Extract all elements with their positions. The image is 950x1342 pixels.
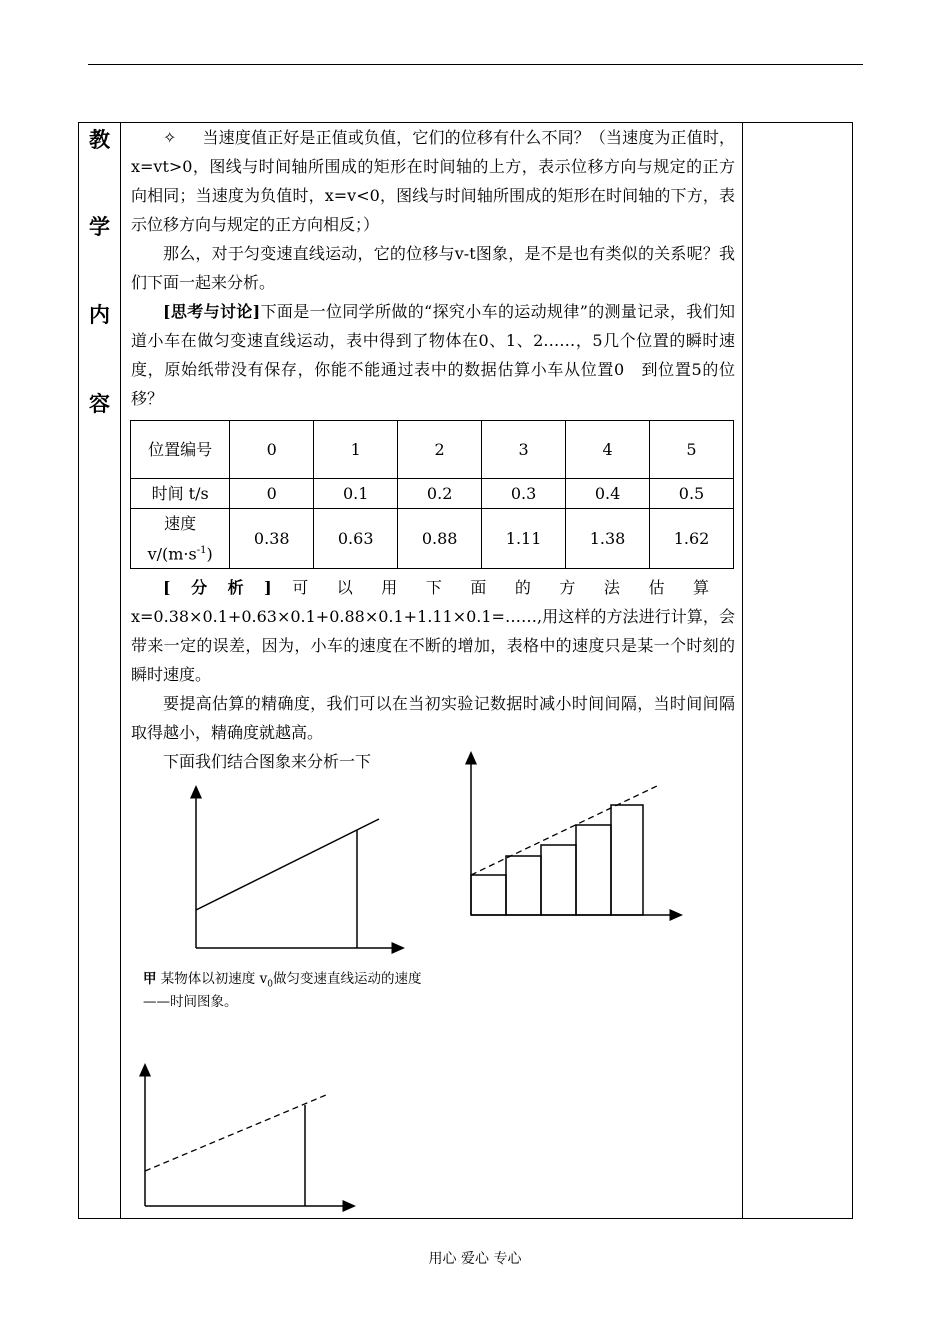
text-block-top	[131, 123, 735, 413]
table-cell: 0.3	[482, 479, 566, 509]
velocity-dashed-line	[471, 785, 659, 875]
paragraph-discussion: [思考与讨论]下面是一位同学所做的“探究小车的运动规律”的测量记录，我们知道小车在做匀变速直线运动，表中得到了物体在0、1、2……，5几个位置的瞬时速度，原始纸带没有保存，你能不能通过表中的数据估算小车从位置0 到位置5的位移？	[131, 302, 735, 408]
table-cell: 2	[398, 421, 482, 479]
header-rule	[88, 64, 863, 65]
diamond-icon: ✧	[163, 128, 177, 147]
page-footer: 用心 爱心 专心	[428, 1251, 522, 1267]
discussion-label: [思考与讨论]	[163, 302, 261, 321]
figure-caption: 甲 某物体以初速度 $v_0$做匀变速直线运动的速度——时间图象。	[143, 971, 422, 1010]
velocity-line	[196, 819, 379, 910]
table-row	[131, 509, 734, 569]
table-cell: 0	[230, 479, 314, 509]
side-label-char: 学	[89, 215, 110, 239]
paragraph-analysis: x=0.38×0.1+0.63×0.1+0.88×0.1+1.11×0.1=……,用这样的方法进行计算，会带来一定的误差，因为，小车的速度在不断的增加，表格中的速度只是某一个时刻的瞬时速度。	[131, 607, 735, 684]
table-cell: 0.5	[650, 479, 734, 509]
side-label-char: 内	[89, 303, 110, 327]
table-cell: 0.38	[230, 509, 314, 569]
text-block-analysis	[131, 573, 735, 776]
table-cell: 1.11	[482, 509, 566, 569]
vt-graph-rectangles	[464, 755, 694, 923]
analysis-label: [分析]	[163, 578, 290, 597]
table-cell: 1.38	[566, 509, 650, 569]
table-cell: 5	[650, 421, 734, 479]
table-cell: 0.88	[398, 509, 482, 569]
row-header: 位置编号	[131, 421, 230, 479]
table-row	[131, 421, 734, 479]
side-label-char: 容	[89, 392, 110, 416]
analysis-first-line: [分析]可以用下面的方法估算	[163, 578, 735, 597]
table-cell: 1	[314, 421, 398, 479]
row-header: 速度 $v/(m\cdot s^{-1})$	[131, 509, 230, 569]
paragraph-sign-question: ✧ 当速度值正好是正值或负值，它们的位移有什么不同？（当速度为正值时，x=vt>0，图线与时间轴所围成的矩形在时间轴的上方，表示位移方向与规定的正方向相同；当速度为负值时，x=v<0，图线与时间轴所围成的矩形在时间轴的下方，表示位移方向与规定的正方向相反；）	[131, 128, 735, 234]
table-cell: 0	[230, 421, 314, 479]
paragraph-graph-intro: 下面我们结合图象来分析一下	[163, 752, 372, 771]
area-rectangle	[611, 805, 643, 915]
column-divider-right	[742, 123, 743, 1218]
table-cell: 1.62	[650, 509, 734, 569]
velocity-dashed-line	[145, 1095, 326, 1171]
vt-graph-line	[179, 783, 409, 958]
area-rectangle	[471, 875, 506, 915]
side-label-char: 教	[89, 128, 110, 152]
column-divider-left	[120, 123, 121, 1218]
row-header: 时间 t/s	[131, 479, 230, 509]
paragraph-precision: 要提高估算的精确度，我们可以在当初实验记数据时减小时间间隔，当时间间隔取得越小，精确度就越高。	[131, 694, 735, 742]
table-cell: 0.1	[314, 479, 398, 509]
measurement-table	[130, 420, 734, 569]
table-row	[131, 479, 734, 509]
paragraph-analogy: 那么，对于匀变速直线运动，它的位移与v-t图象，是不是也有类似的关系呢？我们下面一起来分析。	[131, 244, 735, 292]
table-cell: 0.4	[566, 479, 650, 509]
area-rectangle	[576, 825, 611, 915]
area-rectangle	[506, 856, 541, 915]
table-cell: 0.2	[398, 479, 482, 509]
area-rectangle	[541, 845, 576, 915]
vt-graph-dashed	[134, 1065, 374, 1215]
table-cell: 0.63	[314, 509, 398, 569]
table-cell: 3	[482, 421, 566, 479]
lesson-table	[78, 122, 853, 1219]
table-cell: 4	[566, 421, 650, 479]
